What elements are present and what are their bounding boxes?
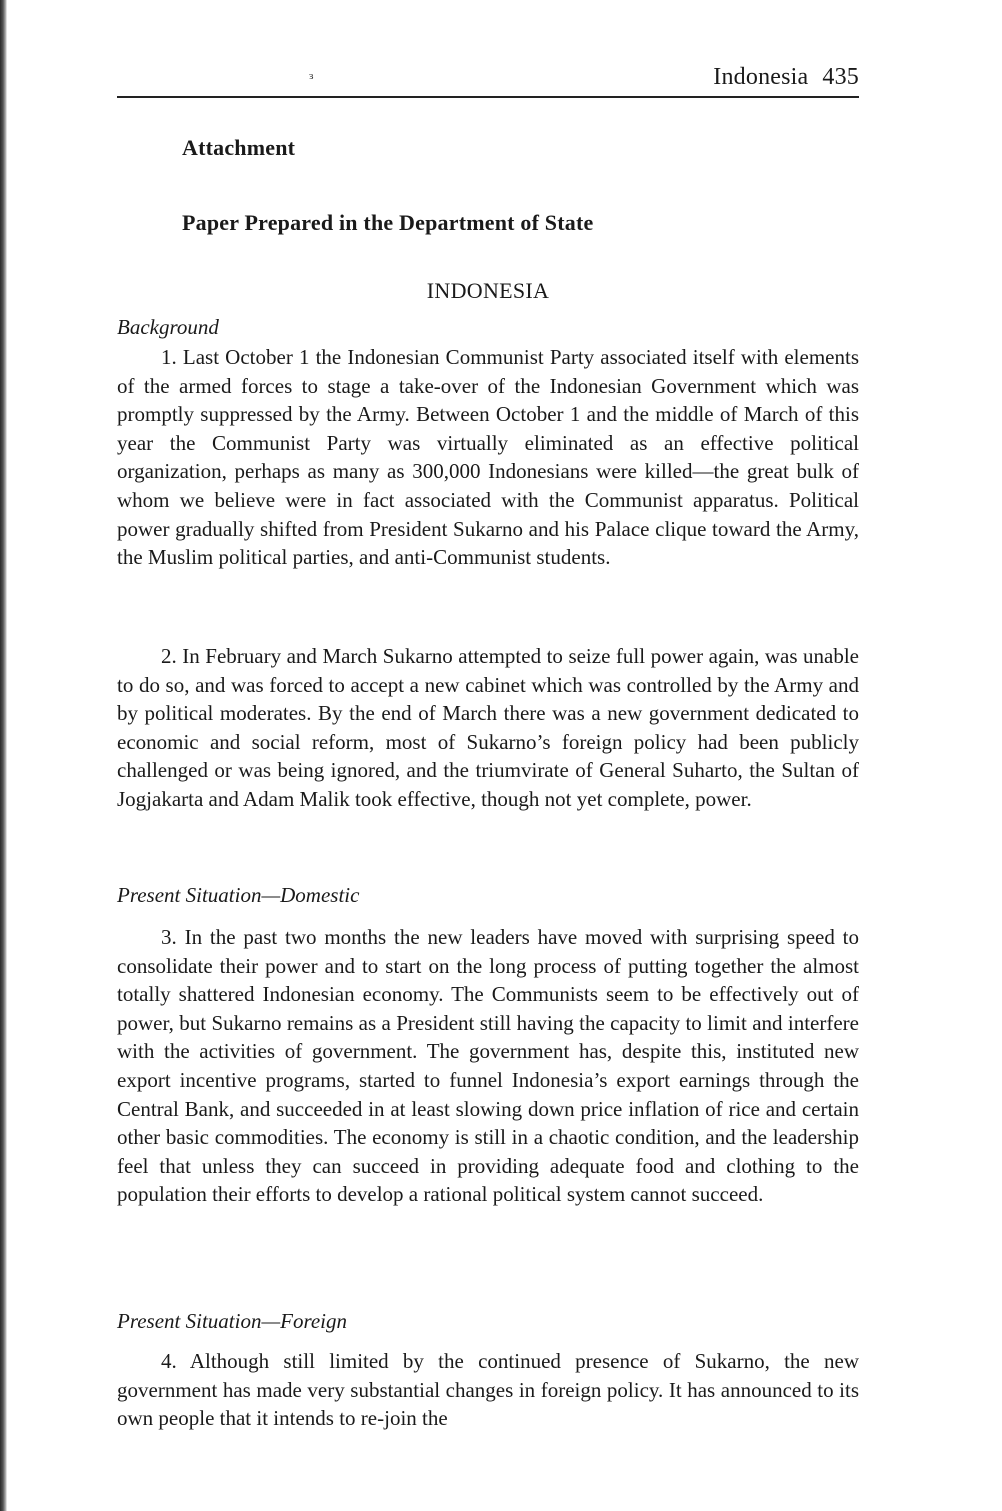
paragraph-3: 3. In the past two months the new leaders have moved with surprising speed to consolidate their power and to start on the long process of putting together the almost totally shattered Indonesian economy. The Communists seem to be effectively out of power, but Sukarno remains as a President still having the capacity to limit and interfere with the activities of government. The government has, despite this, instituted new export incentive programs, started to funnel Indonesia’s export earnings through the Central Bank, and succeeded in at least slowing down price inflation of rice and certain other basic commodities. The economy is still in a chaotic condition, and the leadership feel that unless they can succeed in providing adequate food and clothing to the population their efforts to develop a rational political system cannot succeed. (117, 925, 859, 1207)
section-label-foreign: Present Situation—Foreign (117, 1309, 348, 1333)
page-binding-edge (0, 0, 7, 1511)
paper-heading: Paper Prepared in the Department of State (182, 210, 594, 235)
paragraph-4: 4. Although still limited by the continued presence of Sukarno, the new government has made very substantial changes in foreign policy. It has announced to its own people that it intends to re-join the (117, 1349, 859, 1431)
document-title: INDONESIA (426, 278, 550, 303)
running-head-text: Indonesia (713, 64, 809, 90)
paragraph-2: 2. In February and March Sukarno attempted to seize full power again, was unable to do so, and was forced to accept a new cabinet which was controlled by the Army and by political moderates. By the end of March there was a new government dedicated to economic and social reform, most of Sukarno’s foreign policy had been publicly challenged or was being ignored, and the triumvirate of General Suharto, the Sultan of Jogjakarta and Adam Malik took effective, though not yet complete, power. (117, 644, 859, 811)
running-head (117, 60, 859, 98)
paragraph-1: 1. Last October 1 the Indonesian Communist Party associated itself with elements of the armed forces to stage a take-over of the Indonesian Government which was promptly suppressed by the Army. Between October 1 and the middle of March of this year the Communist Party was virtually eliminated as an effective political organization, perhaps as many as 300,000 Indonesians were killed—the great bulk of whom we believe were in fact associated with the Communist apparatus. Political power gradually shifted from President Sukarno and his Palace clique toward the Army, the Muslim political parties, and anti-Communist students. (117, 345, 859, 570)
running-head-title (713, 64, 859, 91)
section-label-background: Background (117, 315, 219, 339)
page-mark: ᵌ (309, 68, 314, 88)
section-label-domestic: Present Situation—Domestic (117, 883, 360, 907)
page-number: 435 (822, 64, 859, 90)
attachment-heading: Attachment (182, 135, 296, 160)
